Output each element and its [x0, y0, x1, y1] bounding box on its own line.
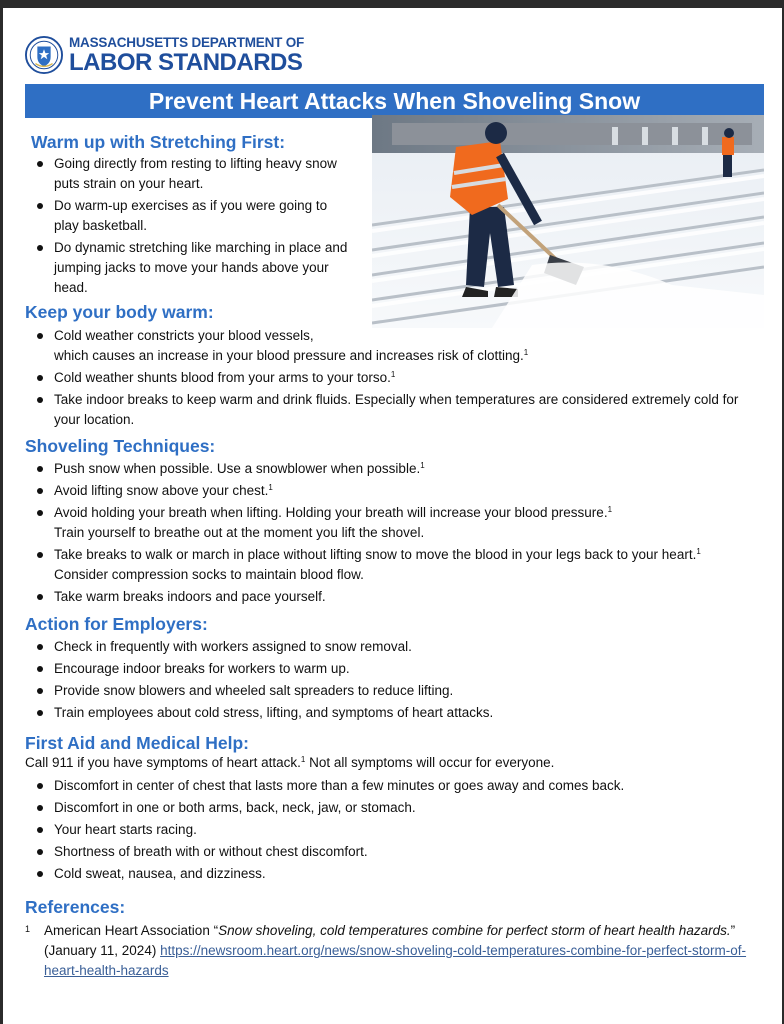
first-aid-intro [25, 753, 554, 773]
list-item [25, 326, 765, 366]
reference-entry [25, 921, 770, 981]
list-item: Do warm-up exercises as if you were going to play basketball. [25, 196, 355, 236]
list-item-text: Take breaks to walk or march in place without lifting snow to move the blood in your legs back to your heart. [54, 547, 697, 562]
list-item-text: Avoid holding your breath when lifting. Holding your breath will increase your blood pressure. [54, 505, 608, 520]
agency-logo [25, 36, 304, 75]
list-item: Encourage indoor breaks for workers to warm up. [25, 659, 770, 679]
reference-date: ” (January 11, 2024) [44, 923, 736, 958]
footnote-marker: 1 [300, 755, 306, 764]
list-item-text: Consider compression socks to maintain blood flow. [54, 567, 364, 582]
list-item [25, 459, 770, 479]
heading-action-for-employers: Action for Employers: [25, 614, 208, 634]
list-shoveling-techniques [25, 459, 770, 609]
list-item [25, 368, 765, 388]
worker-shoveling-snow-photo [372, 115, 764, 328]
list-item-text: Avoid lifting snow above your chest. [54, 483, 269, 498]
list-item: Provide snow blowers and wheeled salt spreaders to reduce lifting. [25, 681, 770, 701]
footnote-marker: 1 [390, 370, 396, 379]
heading-shoveling-techniques: Shoveling Techniques: [25, 436, 216, 456]
list-action-for-employers [25, 637, 770, 725]
list-keep-warm [25, 326, 765, 432]
reference-link[interactable]: https://newsroom.heart.org/news/snow-shoveling-cold-temperatures-combine-for-perfect-storm-of-heart-health-hazards [44, 943, 747, 978]
list-item: Take indoor breaks to keep warm and drink fluids. Especially when temperatures are considered extremely cold for your location. [25, 390, 765, 430]
title-banner: Prevent Heart Attacks When Shoveling Snow [25, 84, 764, 118]
list-item [25, 545, 770, 585]
footnote-marker: 1 [607, 505, 613, 514]
list-item: Your heart starts racing. [25, 820, 770, 840]
list-item: Shortness of breath with or without chest discomfort. [25, 842, 770, 862]
heading-references: References: [25, 897, 126, 917]
list-item-text: Cold weather shunts blood from your arms to your torso. [54, 370, 391, 385]
logo-agency-name: LABOR STANDARDS [69, 48, 303, 76]
reference-title: Snow shoveling, cold temperatures combine for perfect storm of heart health hazards. [218, 923, 731, 938]
first-aid-intro-note: Not all symptoms will occur for everyone. [305, 755, 555, 770]
list-item-text: Cold weather constricts your blood vessels, [54, 328, 314, 343]
list-item: Discomfort in one or both arms, back, neck, jaw, or stomach. [25, 798, 770, 818]
massachusetts-seal-icon [25, 36, 63, 74]
footnote-marker: 1 [420, 461, 425, 470]
heading-first-aid: First Aid and Medical Help: [25, 733, 249, 753]
list-item: Discomfort in center of chest that lasts more than a few minutes or goes away and comes back. [25, 776, 770, 796]
list-item: Cold sweat, nausea, and dizziness. [25, 864, 770, 884]
list-item: Train employees about cold stress, lifting, and symptoms of heart attacks. [25, 703, 770, 723]
footnote-marker: 1 [523, 348, 529, 357]
footnote-marker: 1 [696, 547, 701, 556]
document-page [3, 8, 782, 1024]
list-item-text: Train yourself to breathe out at the moment you lift the shovel. [54, 525, 425, 540]
list-item: Check in frequently with workers assigned to snow removal. [25, 637, 770, 657]
footnote-marker: 1 [268, 483, 273, 492]
list-item: Do dynamic stretching like marching in place and jumping jacks to move your hands above your head. [25, 238, 355, 298]
first-aid-intro-call: Call 911 if you have symptoms of heart attack. [25, 755, 301, 770]
list-item-text: Push snow when possible. Use a snowblower when possible. [54, 461, 421, 476]
heading-keep-warm: Keep your body warm: [25, 302, 214, 322]
list-item: Take warm breaks indoors and pace yourself. [25, 587, 770, 607]
heading-warm-up: Warm up with Stretching First: [31, 132, 286, 152]
reference-author: American Heart Association “ [44, 923, 219, 938]
list-warm-up [25, 154, 355, 300]
reference-number: 1 [25, 924, 31, 934]
logo-department-line: MASSACHUSETTS DEPARTMENT OF [69, 35, 305, 50]
list-item: Going directly from resting to lifting heavy snow puts strain on your heart. [25, 154, 355, 194]
list-item [25, 481, 770, 501]
list-item [25, 503, 770, 543]
list-first-aid [25, 776, 770, 886]
list-item-text: which causes an increase in your blood pressure and increases risk of clotting. [54, 348, 524, 363]
